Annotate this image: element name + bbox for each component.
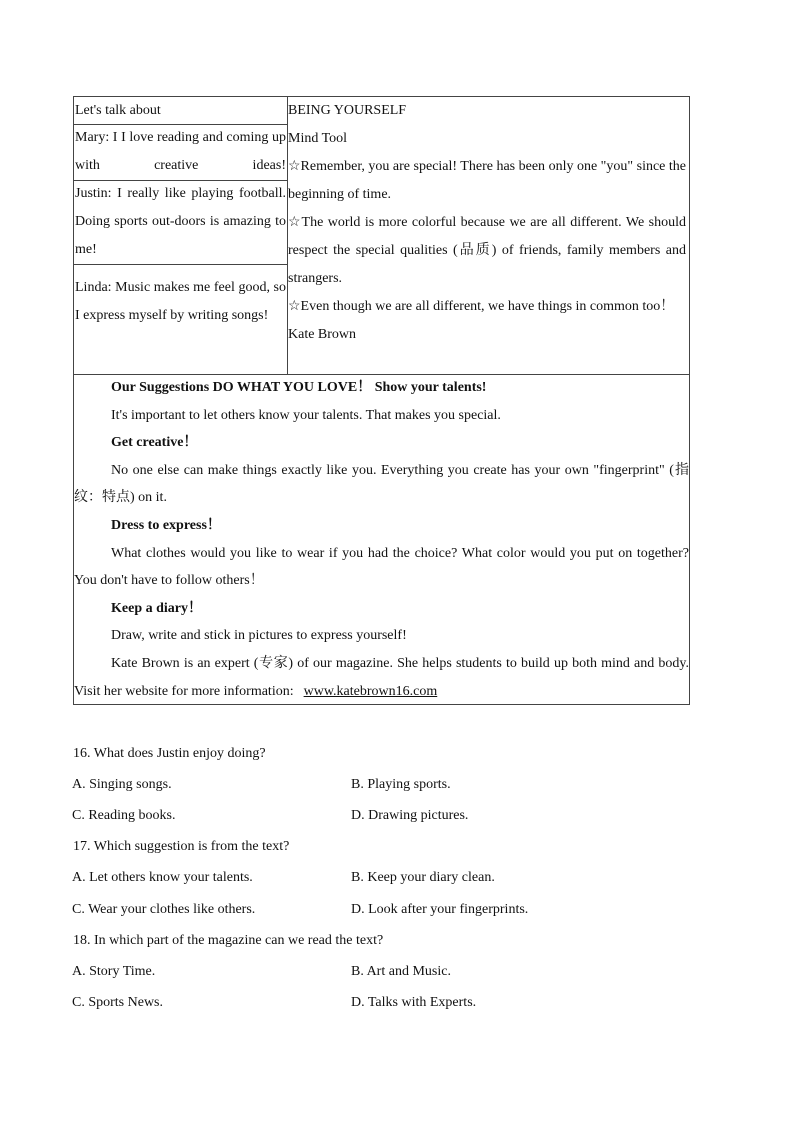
dress-heading: Dress to express！	[111, 517, 221, 533]
expert-text	[74, 650, 689, 705]
justin-quote: Justin: I really like playing football. Doing sports out-doors is amazing to me!	[75, 186, 286, 257]
question-18: 18. In which part of the magazine can we read the text?	[73, 933, 384, 948]
get-creative-heading: Get creative！	[111, 435, 198, 451]
mind-tool-point: ☆Even though we are all different, we have things in common too！	[288, 299, 675, 314]
suggestions-heading: Our Suggestions DO WHAT YOU LOVE！ Show your talents!	[111, 380, 487, 395]
author-name: Kate Brown	[288, 327, 357, 342]
option-18-b[interactable]: B. Art and Music.	[351, 964, 451, 979]
mind-tool-panel	[288, 97, 686, 349]
question-17: 17. Which suggestion is from the text?	[73, 839, 290, 854]
website-link[interactable]: www.katebrown16.com	[303, 683, 438, 699]
option-16-c[interactable]: C. Reading books.	[72, 808, 176, 823]
linda-quote: Linda: Music makes me feel good, so I express myself by writing songs!	[75, 280, 286, 323]
suggestion-text: It's important to let others know your talents. That makes you special.	[111, 407, 501, 423]
option-16-b[interactable]: B. Playing sports.	[351, 777, 451, 792]
option-18-c[interactable]: C. Sports News.	[72, 995, 164, 1010]
option-17-d[interactable]: D. Look after your fingerprints.	[351, 902, 529, 917]
option-16-d[interactable]: D. Drawing pictures.	[351, 808, 469, 823]
option-17-c[interactable]: C. Wear your clothes like others.	[72, 902, 256, 917]
mind-tool-point: ☆Remember, you are special! There has been only one "you" since the beginning of time.	[288, 159, 686, 202]
diary-text: Draw, write and stick in pictures to express yourself!	[111, 628, 407, 644]
row-divider	[74, 264, 287, 265]
suggestions-section	[74, 374, 689, 705]
option-17-b[interactable]: B. Keep your diary clean.	[351, 870, 495, 885]
mary-quote: Mary: I I love reading and coming up with creative ideas!	[75, 130, 286, 173]
talk-header: Let's talk about	[75, 103, 161, 118]
diary-heading: Keep a diary！	[111, 600, 202, 616]
expert-description: Kate Brown is an expert (专家) of our magazine. She helps students to build up both mind and body. Visit her website for more information:	[74, 655, 689, 699]
article-subtitle: Mind Tool	[288, 131, 348, 146]
article-title: BEING YOURSELF	[288, 103, 407, 118]
option-18-d[interactable]: D. Talks with Experts.	[351, 995, 477, 1010]
option-17-a[interactable]: A. Let others know your talents.	[72, 870, 253, 885]
mind-tool-point: ☆The world is more colorful because we are all different. We should respect the special qualities (品质) of friends, family members and strangers.	[288, 215, 686, 286]
option-16-a[interactable]: A. Singing songs.	[72, 777, 172, 792]
get-creative-text: No one else can make things exactly like you. Everything you create has your own "fingerprint" (指纹：特点) on it.	[74, 462, 689, 506]
question-16: 16. What does Justin enjoy doing?	[73, 746, 266, 761]
passage-table	[73, 96, 690, 705]
option-18-a[interactable]: A. Story Time.	[72, 964, 156, 979]
dress-text: What clothes would you like to wear if you had the choice? What color would you put on together? You don't have to follow others！	[74, 545, 689, 589]
